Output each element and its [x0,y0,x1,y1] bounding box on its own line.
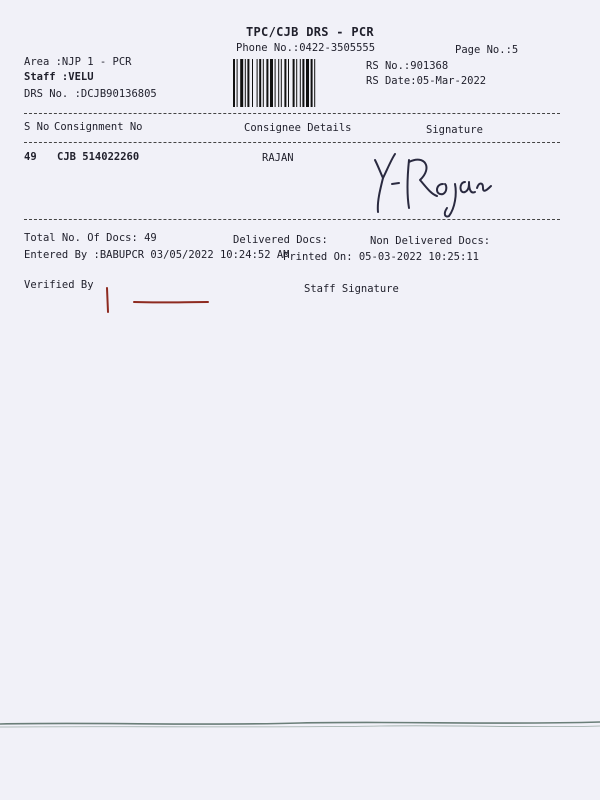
col-signature: Signature [426,124,483,136]
rs-date: RS Date:05-Mar-2022 [366,75,487,87]
document-title: TPC/CJB DRS - PCR [246,25,374,39]
total-docs: Total No. Of Docs: 49 [24,232,157,244]
delivered-docs: Delivered Docs: [233,234,328,246]
row-sno: 49 [24,151,37,163]
scan-edge-line [0,712,600,742]
barcode-icon [233,59,357,107]
col-consignment: Consignment No [54,121,143,133]
entered-by: Entered By :BABUPCR 03/05/2022 10:24:52 AM [24,249,290,261]
phone-number: Phone No.:0422-3505555 [236,42,376,54]
verified-by: Verified By [24,279,94,291]
handwritten-signature [365,146,495,218]
table-bottom-divider [24,219,560,220]
staff-signature-label: Staff Signature [304,283,399,295]
verification-mark [100,284,215,316]
area-label: Area :NJP 1 - PCR [24,56,132,68]
row-consignee: RAJAN [262,152,294,164]
printed-on: Printed On: 05-03-2022 10:25:11 [283,251,479,263]
staff-label: Staff :VELU [24,71,94,83]
header-divider [24,113,560,114]
non-delivered-docs: Non Delivered Docs: [370,235,491,247]
col-sno: S No [24,121,50,133]
rs-number: RS No.:901368 [366,60,449,72]
page-number: Page No.:5 [455,44,519,56]
drs-number: DRS No. :DCJB90136805 [24,88,157,100]
col-consignee: Consignee Details [244,122,352,134]
row-consignment: CJB 514022260 [57,151,140,163]
columns-divider [24,142,560,143]
